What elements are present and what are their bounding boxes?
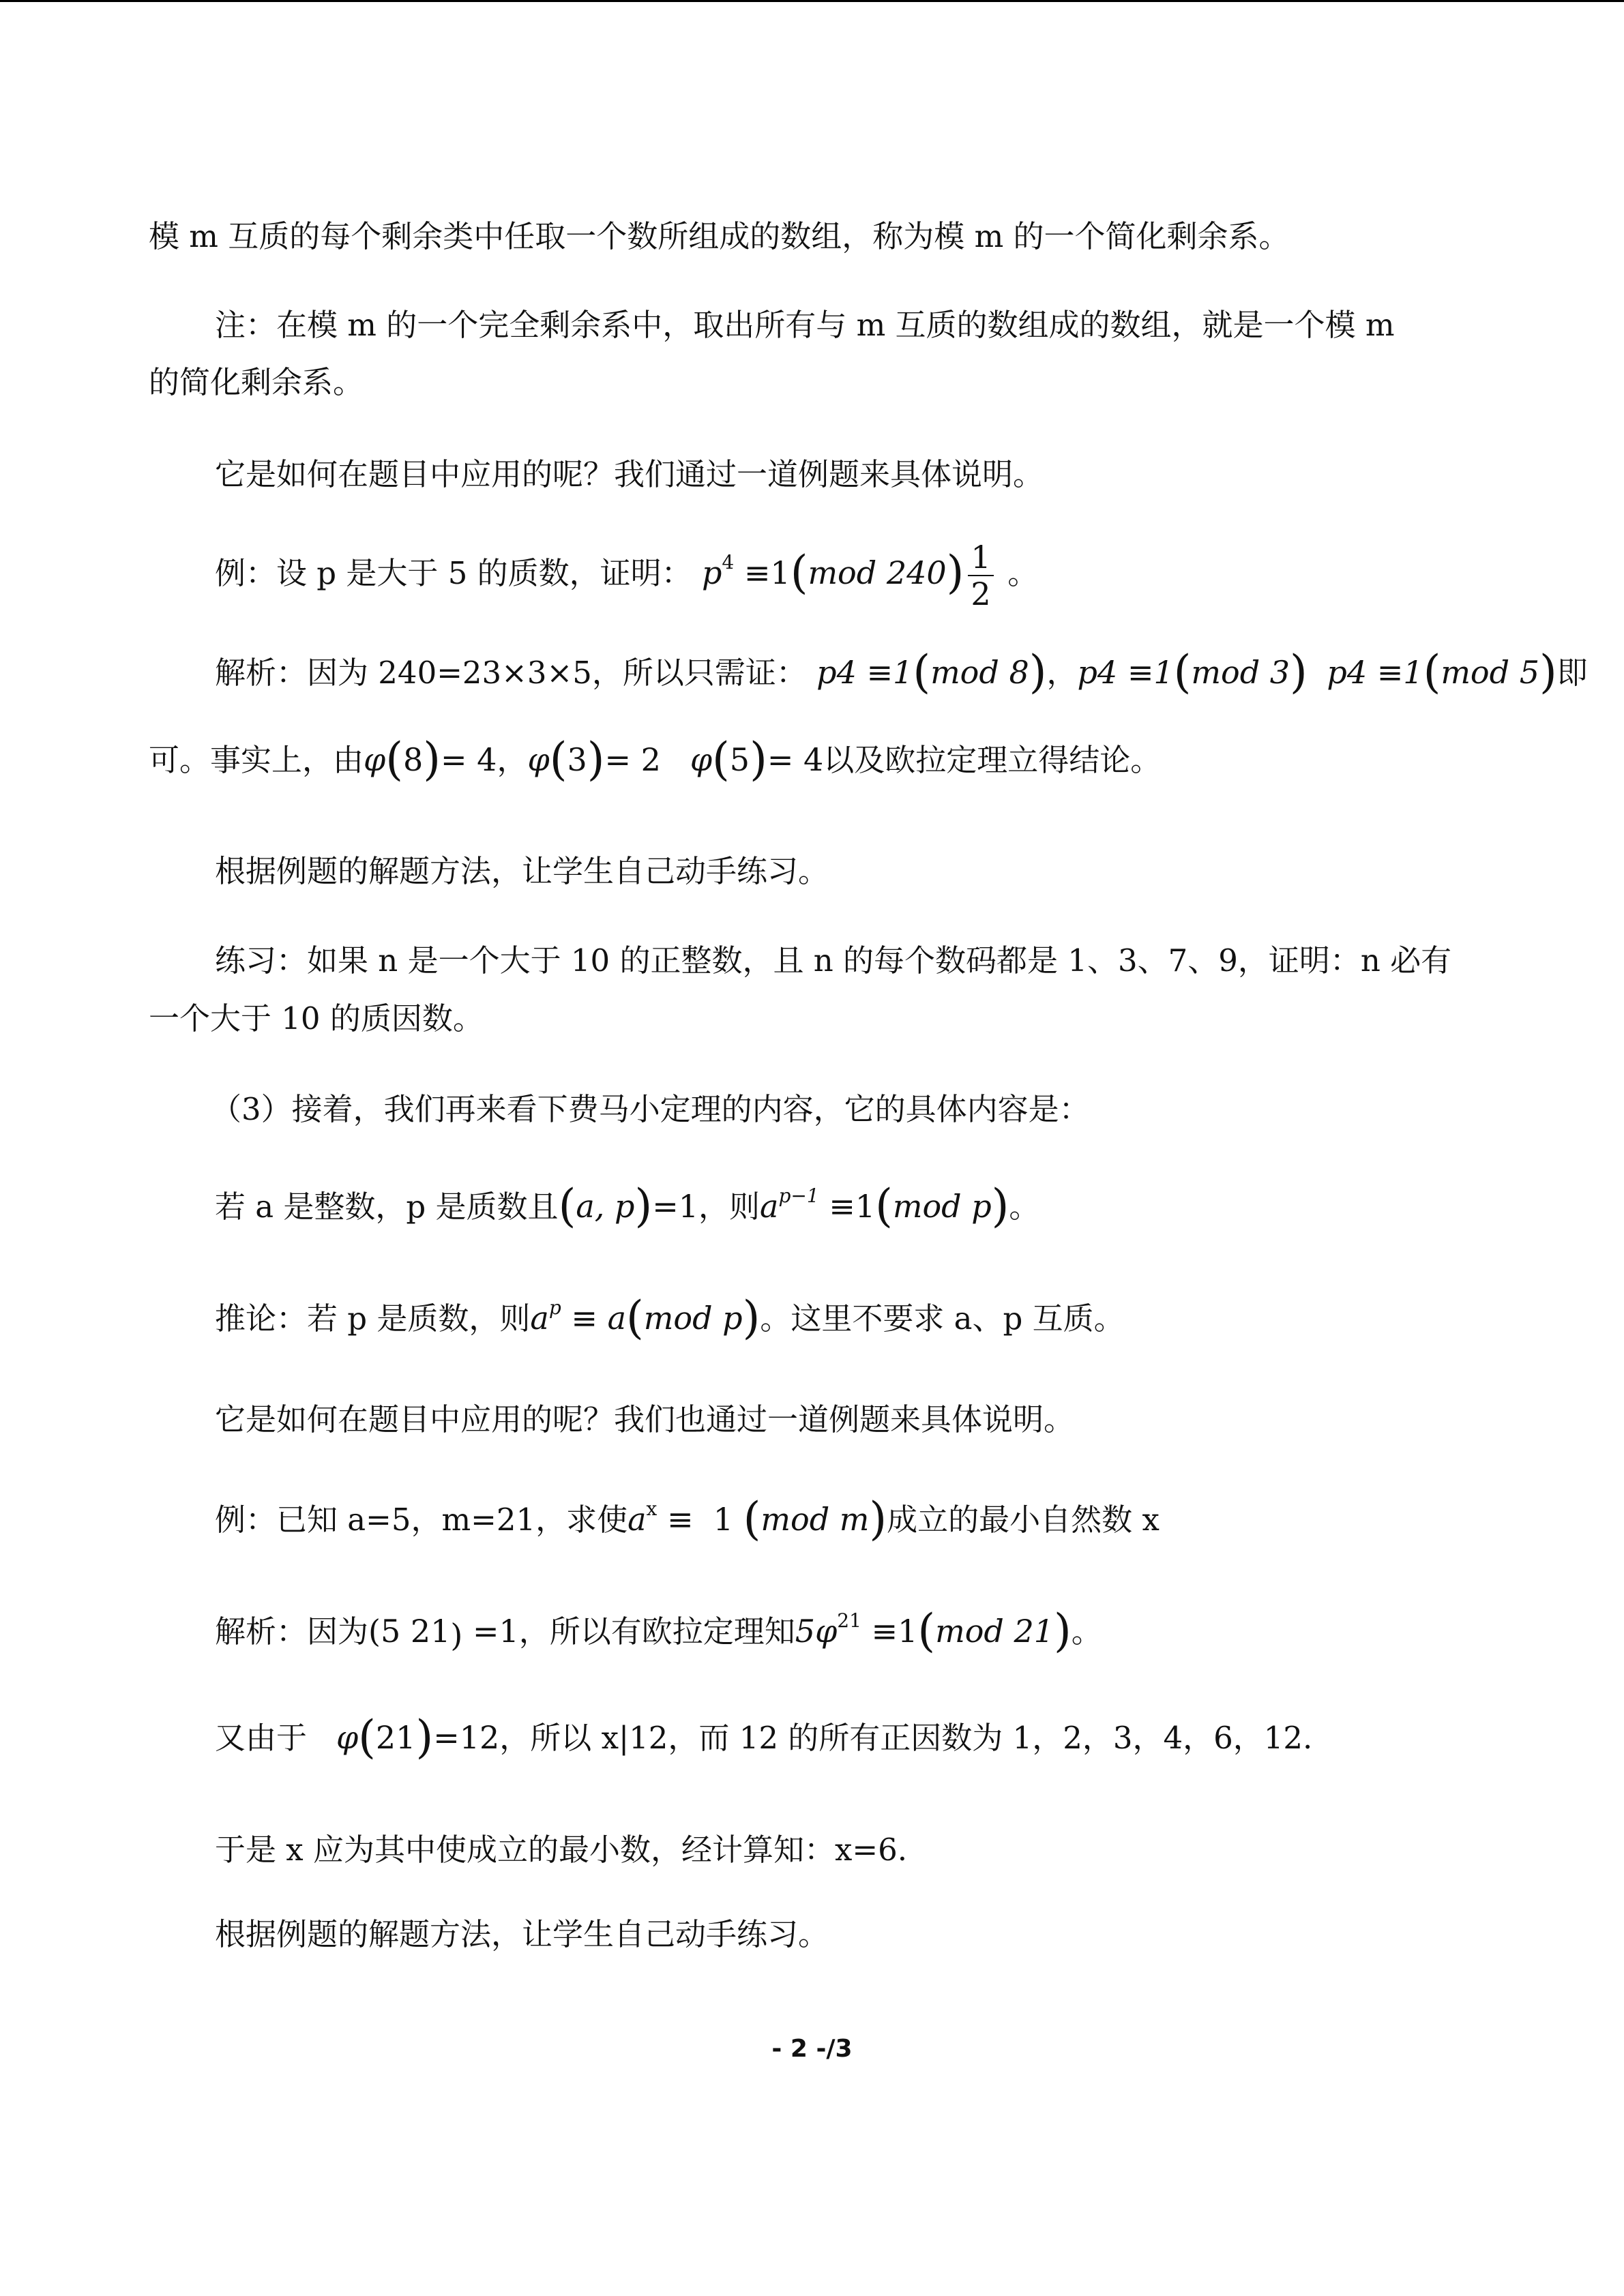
phi-8-formula <box>364 733 497 786</box>
fermat-mod: mod p <box>892 1188 992 1225</box>
solution-1-text-a: 解析：因为 240=23×3×5，所以只需证： <box>215 655 807 691</box>
condition-3-formula <box>1327 646 1557 698</box>
example-1-text: 例：设 p 是大于 5 的质数，证明： <box>215 555 692 591</box>
fermat-text-b: ，则 <box>698 1189 761 1225</box>
text-line-18 <box>215 1829 907 1871</box>
text-line-4 <box>215 453 1044 496</box>
solution-1-conclusion: 以及欧拉定理立得结论。 <box>823 742 1162 778</box>
paren-close: ) <box>634 1180 653 1232</box>
paren-close: ) <box>587 733 605 786</box>
ex1-lhs: p <box>701 554 722 591</box>
solution-1-comma-b: ， <box>497 742 528 778</box>
gcd2-args: (5 21 <box>368 1613 451 1650</box>
line-4-text: 它是如何在题目中应用的呢？我们通过一道例题来具体说明。 <box>215 456 1044 492</box>
phi-3-formula <box>527 733 661 786</box>
solution-1-line-2 <box>149 733 1162 786</box>
ex2-mod: mod m <box>761 1501 870 1538</box>
paren-open: ( <box>549 733 567 786</box>
text-line-2 <box>215 304 1395 346</box>
paren-close: ) <box>742 1292 761 1344</box>
paren-close: ) <box>415 1711 434 1763</box>
paren-close: ) <box>1029 646 1047 698</box>
euler-formula <box>795 1605 1072 1657</box>
ex2-rhs: ≡ 1 <box>657 1501 743 1538</box>
paren-close: ) <box>991 1180 1009 1232</box>
line-1-text: 模 m 互质的每个剩余类中任取一个数所组成的数组，称为模 m 的一个简化剩余系。 <box>149 218 1290 254</box>
line-11-text: （3）接着，我们再来看下费马小定理的内容，它的具体内容是： <box>211 1091 1090 1127</box>
fermat-base: a <box>760 1188 779 1225</box>
line-14-text: 它是如何在题目中应用的呢？我们也通过一道例题来具体说明。 <box>215 1401 1075 1437</box>
fermat-text-a: 若 a 是整数，p 是质数且 <box>215 1189 559 1225</box>
phi3-val: = 4 <box>767 741 824 778</box>
ex1-fraction <box>968 539 993 612</box>
fermat-theorem-line <box>215 1175 1040 1232</box>
solution-1-end: 即 <box>1556 655 1588 691</box>
paren-close: ) <box>1290 646 1308 698</box>
line-9-text: 练习：如果 n 是一个大于 10 的正整数，且 n 的每个数码都是 1、3、7、9，证明：n 必有 <box>215 942 1452 979</box>
gcd-5-21-formula <box>368 1613 519 1654</box>
gcd2-val: =1 <box>462 1613 519 1650</box>
paren-open: ( <box>385 733 403 786</box>
example-1-end: 。 <box>1007 555 1039 591</box>
example-2-line <box>215 1488 1160 1545</box>
fermat-end: 。 <box>1009 1189 1040 1225</box>
solution-1-line-1 <box>215 646 1588 698</box>
c3-lhs: p4 ≡1 <box>1327 654 1423 691</box>
corollary-text-b: 。这里不要求 a、p 互质。 <box>760 1300 1125 1337</box>
example-2-formula <box>628 1493 887 1545</box>
phi2-arg: 3 <box>567 741 587 778</box>
fermat-formula <box>760 1180 1009 1232</box>
cor-base: a <box>530 1300 549 1337</box>
paren-open: ( <box>790 546 808 599</box>
paren-open: ( <box>1173 646 1192 698</box>
gcd-val: =1 <box>652 1188 698 1225</box>
c2-lhs: p4 ≡1 <box>1077 654 1174 691</box>
solution-1-text-b: 可。事实上，由 <box>149 742 364 778</box>
solution-2-text-d: ，所以 x|12，而 12 的所有正因数为 1，2，3，4，6，12. <box>499 1720 1313 1756</box>
gcd-formula <box>558 1180 698 1232</box>
example-2-text-a: 例：已知 a=5，m=21，求使 <box>215 1502 628 1538</box>
phi4-val: =12 <box>433 1719 500 1756</box>
paren-close: ) <box>946 546 964 599</box>
ex1-frac-den: 2 <box>971 576 991 612</box>
paren-open: ( <box>712 733 730 786</box>
text-line-1 <box>149 215 1290 258</box>
paren-open: ( <box>558 1180 576 1232</box>
euler-rhs: ≡1 <box>871 1613 918 1650</box>
c3-mod: mod 5 <box>1441 654 1539 691</box>
solution-1-comma: ， <box>1046 655 1078 691</box>
line-18-text: 于是 x 应为其中使成立的最小数，经计算知：x=6. <box>215 1832 908 1868</box>
phi3-fn: φ <box>690 741 713 778</box>
phi3-arg: 5 <box>729 741 750 778</box>
solution-2-line-1 <box>215 1600 1102 1657</box>
paren-close: ) <box>869 1493 887 1545</box>
exercise-1-line-1 <box>215 940 1451 982</box>
solution-2-end: 。 <box>1071 1613 1102 1650</box>
exercise-1-line-2 <box>149 998 484 1040</box>
paren-open: ( <box>626 1292 644 1344</box>
phi1-fn: φ <box>364 741 386 778</box>
cor-mod: mod p <box>643 1300 743 1337</box>
phi4-fn: φ <box>336 1719 359 1756</box>
ex1-mod: mod 240 <box>808 554 947 591</box>
corollary-formula <box>530 1292 761 1344</box>
page-top-border <box>0 0 1624 2</box>
paren-open: ( <box>743 1493 761 1545</box>
text-line-11 <box>211 1088 1090 1131</box>
solution-2-text-c: 又由于 <box>215 1720 308 1756</box>
condition-2-formula <box>1077 646 1308 698</box>
phi-21-formula <box>336 1711 500 1763</box>
paren-open: ( <box>358 1711 376 1763</box>
c2-mod: mod 3 <box>1191 654 1290 691</box>
gcd-args: a, p <box>576 1188 635 1225</box>
condition-1-formula <box>816 646 1047 698</box>
ex2-exp: x <box>646 1497 658 1520</box>
corollary-line <box>215 1287 1125 1344</box>
fermat-exp: p−1 <box>778 1184 819 1207</box>
fermat-rhs: ≡1 <box>829 1188 876 1225</box>
euler-mod: mod 21 <box>935 1613 1054 1650</box>
text-line-8 <box>215 850 829 893</box>
corollary-text-a: 推论：若 p 是质数，则 <box>215 1300 531 1337</box>
solution-2-text-a: 解析：因为 <box>215 1613 369 1650</box>
example-1-formula <box>701 539 1007 612</box>
phi1-val: = 4 <box>441 741 497 778</box>
phi1-arg: 8 <box>402 741 424 778</box>
line-3-text: 的简化剩余系。 <box>149 364 364 400</box>
ex1-rhs: ≡1 <box>743 554 791 591</box>
line-8-text: 根据例题的解题方法，让学生自己动手练习。 <box>215 853 829 889</box>
c1-lhs: p4 ≡1 <box>816 654 913 691</box>
paren-open: ( <box>1423 646 1441 698</box>
phi-5-formula <box>690 733 824 786</box>
phi2-fn: φ <box>527 741 550 778</box>
text-line-19 <box>215 1913 829 1956</box>
solution-2-text-b: ，所以有欧拉定理知 <box>518 1613 795 1650</box>
line-2-text: 注：在模 m 的一个完全剩余系中，取出所有与 m 互质的数组成的数组，就是一个模 m <box>215 307 1395 343</box>
cor-rhs: ≡ a <box>571 1300 627 1337</box>
ex1-exp: 4 <box>722 551 735 573</box>
paren-close: ) <box>1539 646 1557 698</box>
text-line-14 <box>215 1399 1074 1441</box>
euler-base: 5φ <box>795 1613 838 1650</box>
line-10-text: 一个大于 10 的质因数。 <box>149 1000 484 1037</box>
line-19-text: 根据例题的解题方法，让学生自己动手练习。 <box>215 1916 829 1952</box>
example-2-text-b: 成立的最小自然数 x <box>887 1502 1160 1538</box>
solution-2-line-2 <box>215 1711 1313 1763</box>
paren-open: ( <box>913 646 931 698</box>
phi4-arg: 21 <box>375 1719 416 1756</box>
ex1-frac-num: 1 <box>968 539 993 576</box>
text-line-3 <box>149 361 364 404</box>
paren-close: ) <box>750 733 767 786</box>
paren-close: ) <box>1054 1605 1072 1657</box>
paren-open: ( <box>917 1605 936 1657</box>
example-1-line <box>215 539 1038 612</box>
cor-exp: p <box>548 1296 561 1319</box>
euler-exp: 21 <box>837 1609 861 1632</box>
paren-open: ( <box>875 1180 893 1232</box>
c1-mod: mod 8 <box>930 654 1029 691</box>
paren-close: ) <box>450 1617 463 1654</box>
page-number: - 2 -/3 <box>771 2035 853 2063</box>
ex2-base: a <box>628 1501 647 1538</box>
phi2-val: = 2 <box>604 741 661 778</box>
paren-close: ) <box>423 733 441 786</box>
